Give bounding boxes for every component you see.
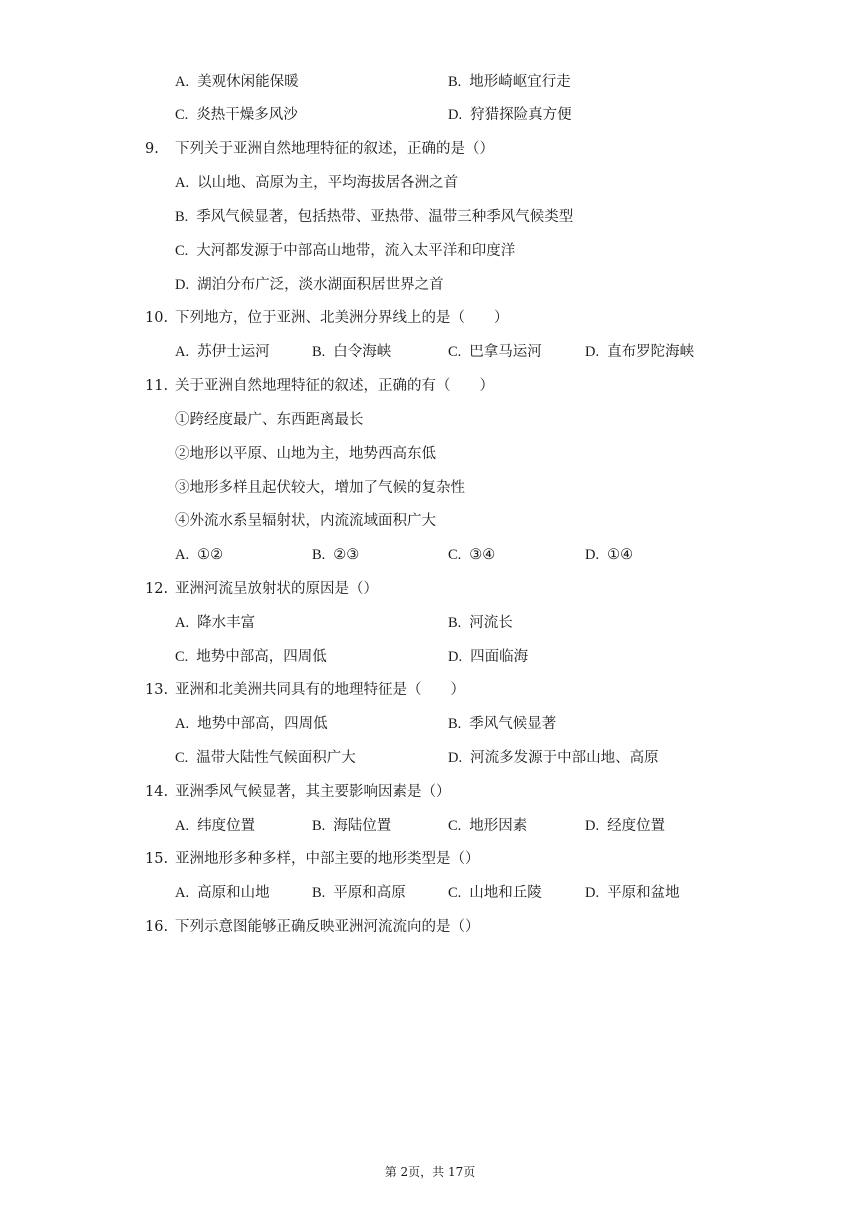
- question-number: 13.: [145, 682, 169, 698]
- q9-option-c: C. 大河都发源于中部高山地带，流入太平洋和印度洋: [175, 243, 516, 259]
- q11-option-c: C. ③④: [448, 547, 496, 563]
- question-number: 14.: [145, 784, 169, 800]
- q15-option-d: D. 平原和盆地: [585, 885, 680, 901]
- question-number: 10.: [145, 310, 169, 326]
- q12-option-c: C. 地势中部高，四周低: [175, 649, 327, 665]
- q12-option-d: D. 四面临海: [448, 649, 529, 665]
- question-stem: 亚洲季风气候显著，其主要影响因素是（）: [175, 784, 451, 800]
- q11-statement-1: ①跨经度最广、东西距离最长: [175, 412, 364, 428]
- q8-option-c: C. 炎热干燥多风沙: [175, 107, 298, 123]
- q14-option-a: A. 纬度位置: [175, 818, 256, 834]
- q10-option-b: B. 白令海峡: [312, 344, 392, 360]
- question-stem: 亚洲和北美洲共同具有的地理特征是（ ）: [175, 682, 465, 698]
- q13-option-d: D. 河流多发源于中部山地、高原: [448, 750, 659, 766]
- q9-option-d: D. 湖泊分布广泛，淡水湖面积居世界之首: [175, 277, 444, 293]
- question-stem: 下列示意图能够正确反映亚洲河流流向的是（）: [175, 919, 480, 935]
- q10-option-d: D. 直布罗陀海峡: [585, 344, 695, 360]
- q9-option-a: A. 以山地、高原为主，平均海拔居各洲之首: [175, 175, 459, 191]
- q10-option-c: C. 巴拿马运河: [448, 344, 542, 360]
- q14-option-c: C. 地形因素: [448, 818, 528, 834]
- q8-option-a: A. 美观休闲能保暖: [175, 74, 299, 90]
- q14-option-b: B. 海陆位置: [312, 818, 392, 834]
- q8-option-d: D. 狩猎探险真方便: [448, 107, 572, 123]
- page-footer: 第 2页，共 17页: [384, 1165, 476, 1179]
- question-stem: 亚洲地形多种多样，中部主要的地形类型是（）: [175, 851, 480, 867]
- q15-option-a: A. 高原和山地: [175, 885, 270, 901]
- q10-option-a: A. 苏伊士运河: [175, 344, 270, 360]
- q12-option-a: A. 降水丰富: [175, 615, 256, 631]
- question-stem: 下列关于亚洲自然地理特征的叙述，正确的是（）: [175, 141, 494, 157]
- q13-option-b: B. 季风气候显著: [448, 716, 557, 732]
- q11-option-b: B. ②③: [312, 547, 360, 563]
- q15-option-b: B. 平原和高原: [312, 885, 406, 901]
- q13-option-c: C. 温带大陆性气候面积广大: [175, 750, 356, 766]
- question-stem: 亚洲河流呈放射状的原因是（）: [175, 581, 378, 597]
- q9-option-b: B. 季风气候显著，包括热带、亚热带、温带三种季风气候类型: [175, 209, 574, 225]
- q11-statement-2: ②地形以平原、山地为主，地势西高东低: [175, 446, 436, 462]
- question-stem: 下列地方，位于亚洲、北美洲分界线上的是（ ）: [175, 310, 509, 326]
- q14-option-d: D. 经度位置: [585, 818, 666, 834]
- q11-option-d: D. ①④: [585, 547, 634, 563]
- q11-option-a: A. ①②: [175, 547, 224, 563]
- q8-option-b: B. 地形崎岖宜行走: [448, 74, 571, 90]
- question-number: 12.: [145, 581, 169, 597]
- question-number: 16.: [145, 919, 169, 935]
- q11-statement-3: ③地形多样且起伏较大，增加了气候的复杂性: [175, 480, 465, 496]
- question-number: 11.: [145, 378, 169, 394]
- q11-statement-4: ④外流水系呈辐射状，内流流域面积广大: [175, 513, 436, 529]
- q13-option-a: A. 地势中部高，四周低: [175, 716, 328, 732]
- question-number: 9.: [145, 141, 159, 157]
- question-stem: 关于亚洲自然地理特征的叙述，正确的有（ ）: [175, 378, 494, 394]
- q15-option-c: C. 山地和丘陵: [448, 885, 542, 901]
- q12-option-b: B. 河流长: [448, 615, 513, 631]
- question-number: 15.: [145, 851, 169, 867]
